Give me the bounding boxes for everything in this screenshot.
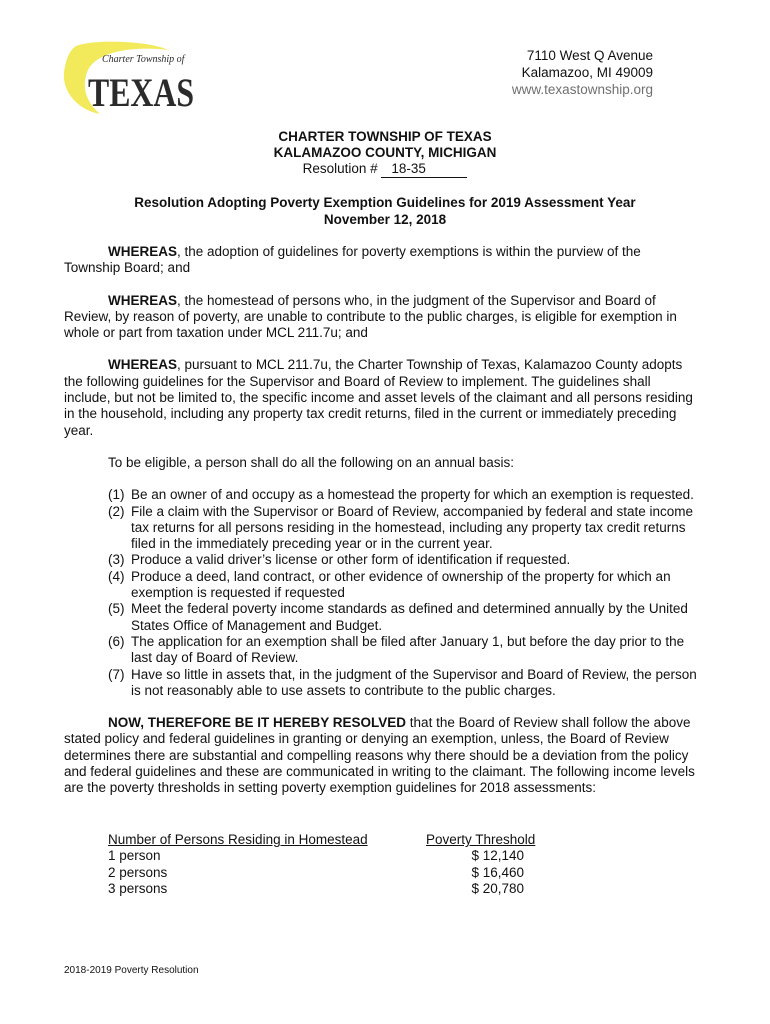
resolution-label: Resolution # xyxy=(302,161,378,176)
document-body xyxy=(64,244,700,813)
resolution-title-line1: Resolution Adopting Poverty Exemption Guidelines for 2019 Assessment Year xyxy=(134,195,636,210)
table-row xyxy=(108,881,538,897)
list-item: (1) Be an owner of and occupy as a homestead the property for which an exemption is requested. xyxy=(108,487,694,503)
list-item: (5) Meet the federal poverty income standards as defined and determined annually by the United States Office of Management and Budget. xyxy=(108,601,688,633)
township-name: CHARTER TOWNSHIP OF TEXAS xyxy=(278,129,492,144)
table-row xyxy=(108,865,538,881)
address-line1: 7110 West Q Avenue xyxy=(526,48,653,63)
resolution-title xyxy=(0,194,770,228)
township-logo xyxy=(58,40,198,120)
document-header xyxy=(0,129,770,178)
requirements-list xyxy=(108,487,700,699)
threshold-cell: $ 16,460 xyxy=(471,864,524,880)
resolution-date: November 12, 2018 xyxy=(323,212,447,227)
address-block xyxy=(512,47,653,98)
threshold-cell: $ 20,780 xyxy=(471,880,524,896)
eligibility-intro: To be eligible, a person shall do all the following on an annual basis: xyxy=(108,454,515,470)
resolution-number: 18-35 xyxy=(381,161,467,178)
persons-column-header: Number of Persons Residing in Homestead xyxy=(108,832,368,847)
table-row xyxy=(108,848,538,864)
website-link[interactable]: www.texastownship.org xyxy=(511,82,653,97)
logo-small-text: Charter Township of xyxy=(102,54,185,65)
list-item: (6) The application for an exemption shall be filed after January 1, but before the day prior to the last day of Board of Review. xyxy=(108,633,685,666)
resolved-paragraph: NOW, THEREFORE BE IT HEREBY RESOLVED that the Board of Review shall follow the above stated policy and federal guidelines in granting or denying an exemption, unless, the Board of Review determines there are substantial and compelling reasons why there should be a deviation from the policy and federal guidelines and these are communicated in writing to the claimant. The following income levels are the poverty thresholds in setting poverty exemption guidelines for 2018 assessments: xyxy=(64,715,695,796)
address-line2: Kalamazoo, MI 49009 xyxy=(521,65,653,80)
list-item: (2) File a claim with the Supervisor or Board of Review, accompanied by federal and state income tax returns for all persons residing in the homestead, including any property tax credit returns filed in the immediately preceding year or in the current year. xyxy=(108,503,694,552)
threshold-column-header: Poverty Threshold xyxy=(426,832,536,847)
whereas-paragraph-1: WHEREAS, the adoption of guidelines for poverty exemptions is within the purview of the Township Board; and xyxy=(64,244,641,276)
whereas-paragraph-2: WHEREAS, the homestead of persons who, in the judgment of the Supervisor and Board of Review, by reason of poverty, are unable to contribute to the public charges, is eligible for exemption in whole or part from taxation under MCL 211.7u; and xyxy=(64,292,677,341)
poverty-threshold-table xyxy=(108,832,538,897)
persons-cell: 1 person xyxy=(108,848,161,864)
list-item: (4) Produce a deed, land contract, or other evidence of ownership of the property for which an exemption is requested if requested xyxy=(108,568,671,601)
whereas-paragraph-3: WHEREAS, pursuant to MCL 211.7u, the Charter Township of Texas, Kalamazoo County adopts the following guidelines for the Supervisor and Board of Review to implement. The guidelines shall include, but not be limited to, the specific income and asset levels of the claimant and all persons residing in the household, including any property tax credit returns, filed in the current or immediately preceding year. xyxy=(64,357,693,438)
table-header-row xyxy=(108,832,538,848)
page-footer: 2018-2019 Poverty Resolution xyxy=(64,965,199,976)
list-item: (7) Have so little in assets that, in the judgment of the Supervisor and Board of Review, the person is not reasonably able to use assets to contribute to the public charges. xyxy=(108,666,697,698)
persons-cell: 3 persons xyxy=(108,880,168,896)
resolution-number-line xyxy=(0,161,770,178)
logo-big-text: TEXAS xyxy=(88,70,194,115)
threshold-cell: $ 12,140 xyxy=(471,848,524,864)
county-name: KALAMAZOO COUNTY, MICHIGAN xyxy=(273,145,497,160)
persons-cell: 2 persons xyxy=(108,864,168,880)
list-item: (3) Produce a valid driver’s license or other form of identification if requested. xyxy=(108,552,571,568)
